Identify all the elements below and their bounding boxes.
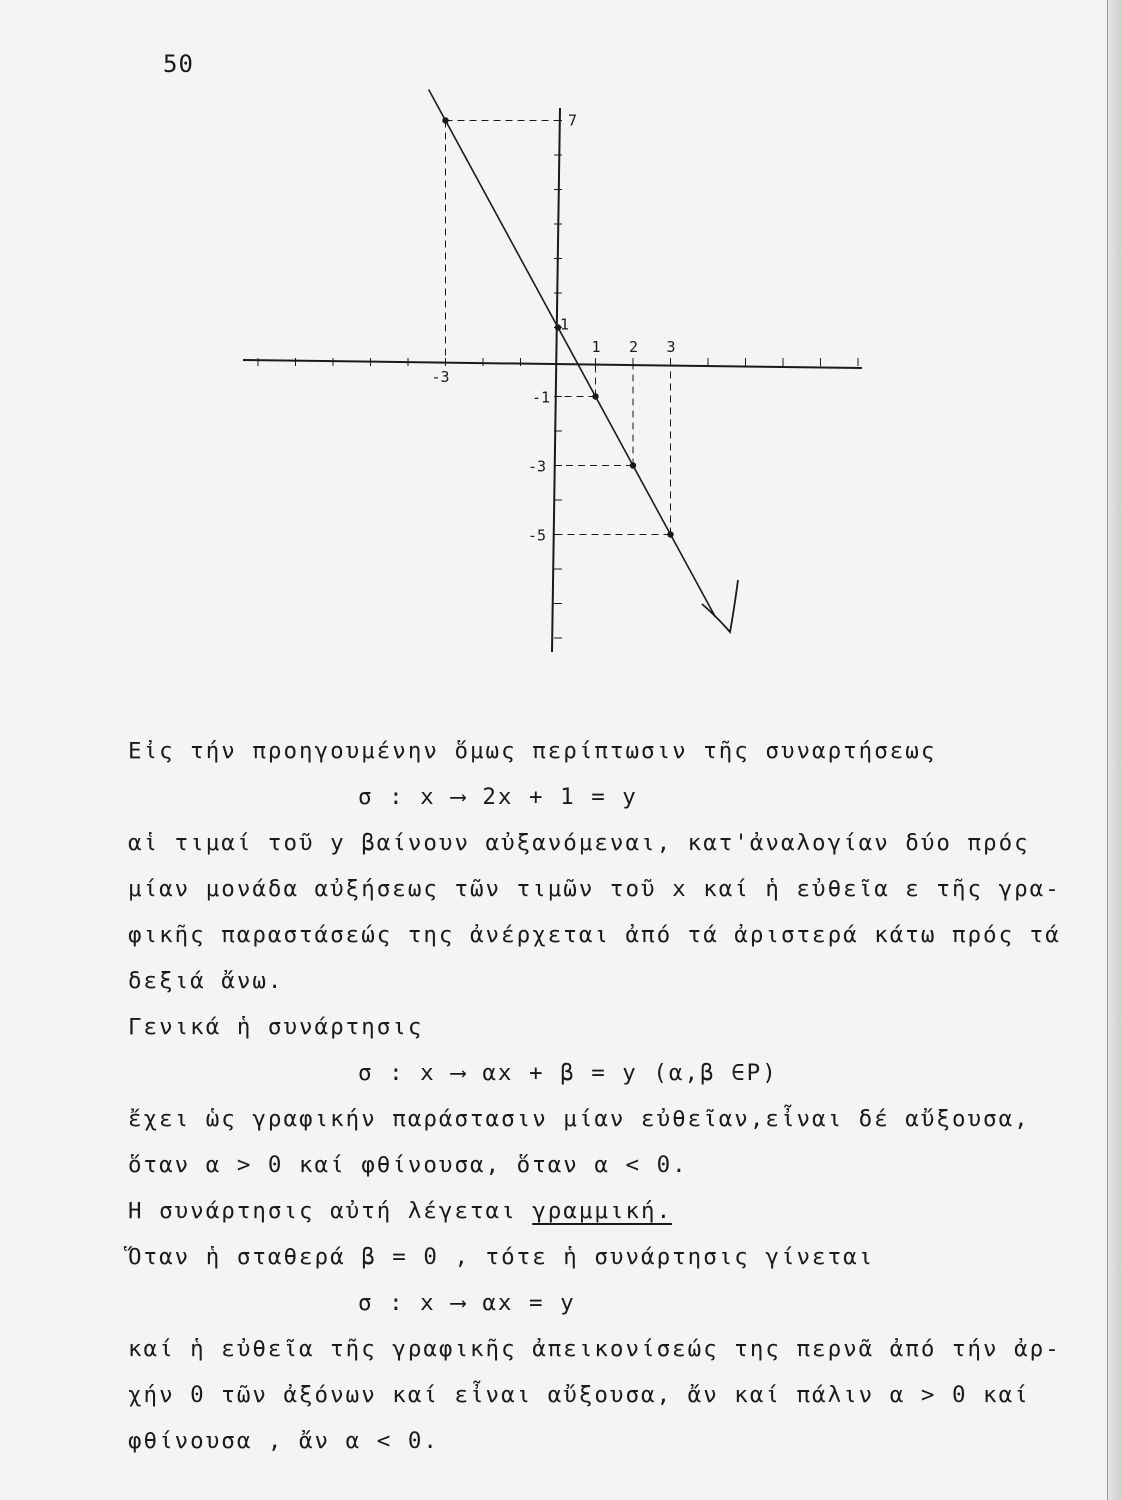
text-line-9-prefix: Η συνάρτησις αὐτή λέγεται bbox=[128, 1198, 533, 1224]
body-text bbox=[128, 728, 1061, 1464]
text-line-3: μίαν μονάδα αὐξήσεως τῶν τιμῶν τοῦ x καί ἡ εὐθεῖα ε τῆς γρα- bbox=[128, 876, 1061, 902]
text-line-13: φθίνουσα , ἄν α < 0. bbox=[128, 1428, 439, 1454]
term-linear: γραμμική. bbox=[532, 1198, 673, 1224]
text-line-10: Ὅταν ἡ σταθερά β = 0 , τότε ἡ συνάρτησις γίνεται bbox=[128, 1244, 875, 1270]
axis-labels bbox=[432, 112, 676, 545]
x-axis bbox=[243, 360, 862, 368]
graph-point bbox=[667, 531, 673, 537]
graph-point bbox=[442, 117, 448, 123]
text-line-8: ὅταν α > 0 καί φθίνουσα, ὅταν α < 0. bbox=[128, 1152, 688, 1178]
y-axis-label: 1 bbox=[560, 315, 570, 334]
text-line-11: καί ἡ εὐθεῖα τῆς γραφικῆς ἀπεικονίσεώς της περνᾶ ἀπό τήν ἀρ- bbox=[128, 1336, 1061, 1362]
x-axis-label: 3 bbox=[666, 338, 676, 356]
x-axis-label: 2 bbox=[629, 338, 639, 356]
text-line-5: δεξιά ἄνω. bbox=[128, 968, 284, 994]
text-line-2: αἱ τιμαί τοῦ y βαίνουν αὐξανόμεναι, κατ'ἀναλογίαν δύο πρός bbox=[128, 830, 1030, 856]
text-line-6: Γενικά ἡ συνάρτησις bbox=[128, 1014, 424, 1040]
formula-1: σ : x ⟶ 2x + 1 = y bbox=[358, 784, 638, 810]
y-axis-label: 7 bbox=[568, 111, 578, 130]
text-line-9 bbox=[128, 1188, 1038, 1234]
formula-3: σ : x ⟶ αx = y bbox=[358, 1290, 576, 1316]
x-axis-label: 1 bbox=[591, 338, 601, 356]
y-axis-label: -1 bbox=[532, 388, 551, 407]
page-number: 50 bbox=[163, 50, 194, 78]
text-line-4: φικῆς παραστάσεώς της ἀνέρχεται ἀπό τά ἀριστερά κάτω πρός τά bbox=[128, 922, 1061, 948]
y-axis-label: -3 bbox=[528, 457, 547, 476]
text-line-1: Εἰς τήν προηγουμένην ὅμως περίπτωσιν τῆς συναρτήσεως bbox=[128, 738, 937, 764]
graph-point bbox=[630, 462, 636, 468]
graph-point bbox=[592, 393, 598, 399]
text-line-12: χήν 0 τῶν ἀξόνων καί εἶναι αὔξουσα, ἄν καί πάλιν α > 0 καί bbox=[128, 1382, 1030, 1408]
formula-2: σ : x ⟶ αx + β = y (α,β ∈P) bbox=[358, 1060, 778, 1086]
check-mark bbox=[702, 580, 738, 632]
function-graph bbox=[0, 0, 1122, 700]
x-axis-label: -3 bbox=[431, 368, 450, 386]
text-line-7: ἔχει ὡς γραφικήν παράστασιν μίαν εὐθεῖαν,εἶναι δέ αὔξουσα, bbox=[128, 1106, 1030, 1132]
y-axis-label: -5 bbox=[528, 526, 547, 545]
